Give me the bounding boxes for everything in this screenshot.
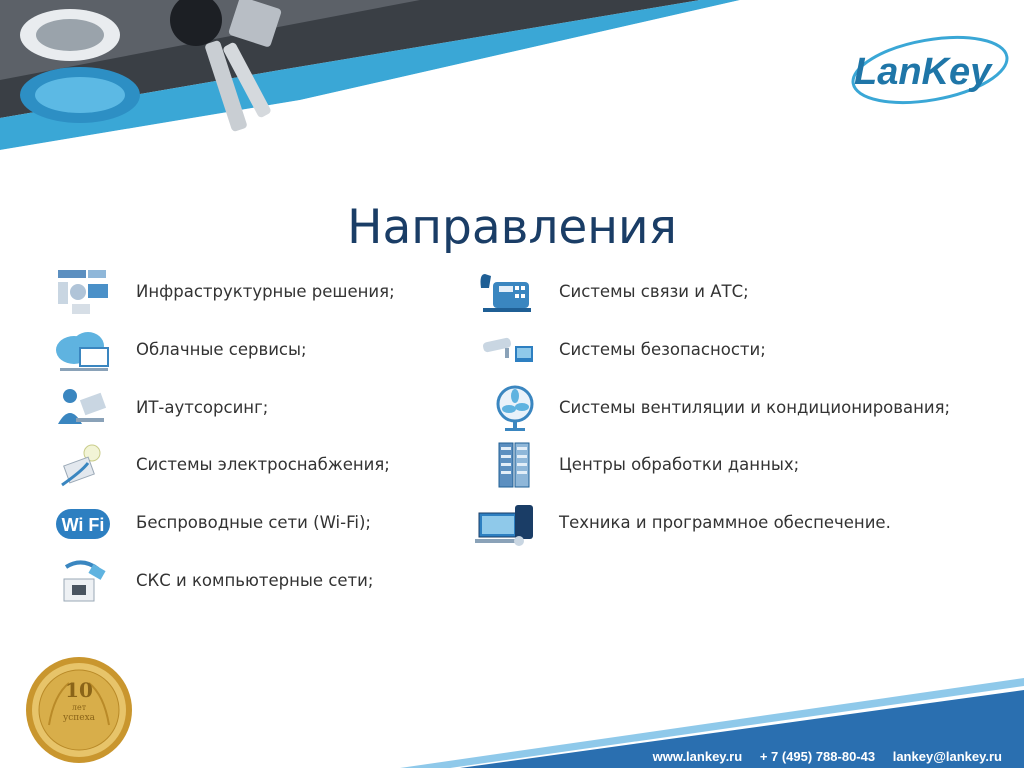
- item-label: Системы безопасности;: [559, 340, 766, 359]
- phone-icon: [475, 268, 535, 316]
- logo-text: LanKey: [854, 51, 992, 93]
- power-supply-icon: [52, 441, 112, 489]
- phone-number: + 7 (495) 788-80-43: [759, 749, 876, 764]
- item-label: Системы вентиляции и кондиционирования;: [559, 398, 951, 417]
- medal-number: 10: [65, 678, 93, 702]
- website-link[interactable]: www.lankey.ru: [652, 749, 743, 764]
- cloud-icon: [52, 326, 112, 374]
- anniversary-medal: [24, 655, 134, 765]
- wifi-icon: [52, 499, 112, 547]
- medal-line2: успеха: [62, 713, 96, 723]
- item-label: Инфраструктурные решения;: [136, 282, 395, 301]
- lankey-logo: [848, 24, 1013, 116]
- svg-text:Wi Fi: Wi Fi: [61, 515, 105, 535]
- medal-line1: лет: [71, 703, 87, 712]
- outsourcing-icon: [52, 384, 112, 432]
- item-label: Системы электроснабжения;: [136, 455, 390, 474]
- item-label: Техника и программное обеспечение.: [559, 513, 891, 532]
- item-label: Центры обработки данных;: [559, 455, 800, 474]
- item-label: Системы связи и АТС;: [559, 282, 749, 301]
- security-camera-icon: [475, 326, 535, 374]
- infrastructure-icon: [52, 268, 112, 316]
- email-link[interactable]: lankey@lankey.ru: [892, 749, 1002, 764]
- item-label: Беспроводные сети (Wi-Fi);: [136, 513, 371, 532]
- network-cable-icon: [52, 557, 112, 605]
- item-label: СКС и компьютерные сети;: [136, 571, 374, 590]
- item-label: ИТ-аутсорсинг;: [136, 398, 269, 417]
- page-title: Направления: [347, 200, 677, 255]
- item-label: Облачные сервисы;: [136, 340, 307, 359]
- fan-icon: [475, 384, 535, 432]
- server-rack-icon: [475, 441, 535, 489]
- computer-devices-icon: [475, 499, 535, 547]
- footer-contacts: [639, 749, 1002, 764]
